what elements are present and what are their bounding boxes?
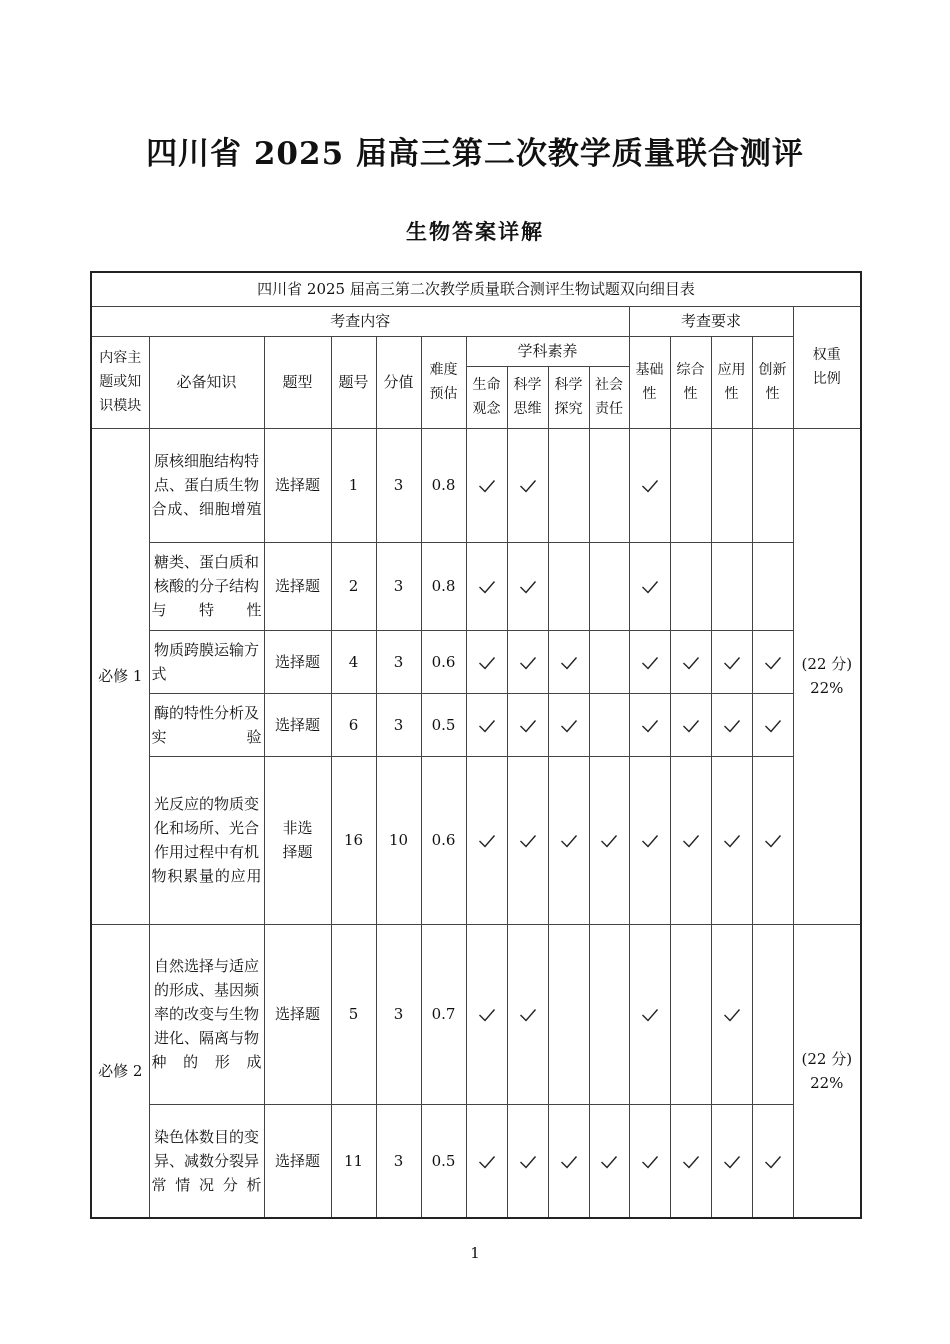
literacy-cell xyxy=(589,693,629,756)
requirement-cell xyxy=(711,1104,752,1218)
check-icon xyxy=(764,719,782,733)
page-title: 四川省 2025 届高三第二次教学质量联合测评 xyxy=(146,136,804,172)
literacy-cell xyxy=(589,542,629,630)
weight-cell xyxy=(793,428,861,924)
check-icon xyxy=(723,719,741,733)
group-header-requirement: 考查要求 xyxy=(629,306,793,336)
check-icon xyxy=(723,1155,741,1169)
check-icon xyxy=(641,656,659,670)
requirement-header-text: 创新性 xyxy=(758,362,787,402)
type-cell: 选择题 xyxy=(264,542,331,630)
requirement-cell xyxy=(629,756,670,924)
knowledge-cell: 光反应的物质变化和场所、光合作用过程中有机物积累量的应用 xyxy=(149,756,264,924)
requirement-header-text: 综合性 xyxy=(676,362,705,402)
check-icon xyxy=(560,834,578,848)
literacy-cell xyxy=(507,542,548,630)
check-icon xyxy=(723,834,741,848)
literacy-cell xyxy=(507,924,548,1104)
knowledge-cell: 物质跨膜运输方式 xyxy=(149,630,264,693)
literacy-header-text: 社会责任 xyxy=(595,377,623,417)
check-icon xyxy=(560,719,578,733)
literacy-cell xyxy=(466,428,507,542)
check-icon xyxy=(723,656,741,670)
difficulty-cell: 0.6 xyxy=(421,630,466,693)
requirement-cell xyxy=(752,693,793,756)
literacy-cell xyxy=(548,693,589,756)
difficulty-cell: 0.5 xyxy=(421,693,466,756)
table-row xyxy=(91,693,861,756)
number-header: 题号 xyxy=(331,336,376,428)
requirement-cell xyxy=(711,756,752,924)
literacy-cell xyxy=(548,542,589,630)
literacy-header-1 xyxy=(507,366,548,428)
score-cell: 3 xyxy=(376,428,421,542)
table-row xyxy=(91,542,861,630)
literacy-cell xyxy=(507,693,548,756)
requirement-cell xyxy=(670,542,711,630)
requirement-cell xyxy=(670,693,711,756)
weight-percent: 22% xyxy=(810,1073,844,1092)
requirement-cell xyxy=(752,1104,793,1218)
literacy-cell xyxy=(548,924,589,1104)
score-cell: 3 xyxy=(376,542,421,630)
table-row xyxy=(91,630,861,693)
literacy-cell xyxy=(466,542,507,630)
literacy-header-text: 科学思维 xyxy=(513,377,542,417)
difficulty-cell: 0.8 xyxy=(421,428,466,542)
check-icon xyxy=(478,834,496,848)
module-header-text: 内容主题或知识模块 xyxy=(99,350,142,414)
check-icon xyxy=(478,1008,496,1022)
requirement-header-text: 基础性 xyxy=(635,362,664,402)
requirement-cell xyxy=(711,630,752,693)
type-cell: 选择题 xyxy=(264,428,331,542)
check-icon xyxy=(641,719,659,733)
check-icon xyxy=(519,656,537,670)
check-icon xyxy=(764,656,782,670)
difficulty-cell: 0.7 xyxy=(421,924,466,1104)
number-cell: 1 xyxy=(331,428,376,542)
requirement-cell xyxy=(670,630,711,693)
knowledge-cell: 自然选择与适应的形成、基因频率的改变与生物进化、隔离与物种的形成 xyxy=(149,924,264,1104)
literacy-cell xyxy=(507,756,548,924)
check-icon xyxy=(600,834,618,848)
score-cell: 3 xyxy=(376,924,421,1104)
literacy-cell xyxy=(589,924,629,1104)
check-icon xyxy=(560,656,578,670)
literacy-header-2 xyxy=(548,366,589,428)
check-icon xyxy=(478,479,496,493)
type-cell: 选择题 xyxy=(264,924,331,1104)
module-header xyxy=(91,336,149,428)
score-header: 分值 xyxy=(376,336,421,428)
knowledge-cell: 酶的特性分析及实验 xyxy=(149,693,264,756)
literacy-cell xyxy=(548,630,589,693)
requirement-cell xyxy=(629,428,670,542)
type-cell: 选择题 xyxy=(264,693,331,756)
requirement-cell xyxy=(670,756,711,924)
requirement-cell xyxy=(629,924,670,1104)
type-cell: 选择题 xyxy=(264,1104,331,1218)
check-icon xyxy=(723,1008,741,1022)
requirement-cell xyxy=(670,924,711,1104)
literacy-cell xyxy=(466,1104,507,1218)
weight-header xyxy=(793,306,861,428)
literacy-header-text: 生命观念 xyxy=(472,377,501,417)
number-cell: 2 xyxy=(331,542,376,630)
check-icon xyxy=(641,479,659,493)
table-row xyxy=(91,1104,861,1218)
check-icon xyxy=(682,1155,700,1169)
check-icon xyxy=(641,834,659,848)
requirement-header-1 xyxy=(670,336,711,428)
literacy-cell xyxy=(589,428,629,542)
requirement-cell xyxy=(670,1104,711,1218)
check-icon xyxy=(764,1155,782,1169)
weight-percent: 22% xyxy=(810,679,844,697)
check-icon xyxy=(519,719,537,733)
number-cell: 16 xyxy=(331,756,376,924)
literacy-cell xyxy=(466,756,507,924)
difficulty-cell: 0.6 xyxy=(421,756,466,924)
difficulty-header-text: 难度预估 xyxy=(429,362,458,402)
number-cell: 5 xyxy=(331,924,376,1104)
number-cell: 6 xyxy=(331,693,376,756)
table-row xyxy=(91,428,861,542)
weight-cell xyxy=(793,924,861,1218)
check-icon xyxy=(519,479,537,493)
check-icon xyxy=(519,834,537,848)
score-cell: 3 xyxy=(376,630,421,693)
score-cell: 3 xyxy=(376,693,421,756)
requirement-cell xyxy=(752,924,793,1104)
requirement-header-3 xyxy=(752,336,793,428)
type-cell: 非选择题 xyxy=(264,756,331,924)
check-icon xyxy=(682,719,700,733)
literacy-cell xyxy=(507,1104,548,1218)
check-icon xyxy=(600,1155,618,1169)
literacy-cell xyxy=(548,756,589,924)
type-header: 题型 xyxy=(264,336,331,428)
table-caption: 四川省 2025 届高三第二次教学质量联合测评生物试题双向细目表 xyxy=(91,272,861,306)
module-cell: 必修 1 xyxy=(91,428,149,924)
module-cell: 必修 2 xyxy=(91,924,149,1218)
literacy-cell xyxy=(589,1104,629,1218)
check-icon xyxy=(519,1155,537,1169)
type-cell: 选择题 xyxy=(264,630,331,693)
literacy-cell xyxy=(548,1104,589,1218)
literacy-cell xyxy=(466,924,507,1104)
requirement-cell xyxy=(711,428,752,542)
literacy-group-header: 学科素养 xyxy=(466,336,629,366)
requirement-header-text: 应用性 xyxy=(717,362,746,402)
difficulty-header xyxy=(421,336,466,428)
requirement-cell xyxy=(629,630,670,693)
requirement-cell xyxy=(752,428,793,542)
score-cell: 10 xyxy=(376,756,421,924)
requirement-cell xyxy=(629,542,670,630)
requirement-header-2 xyxy=(711,336,752,428)
requirement-cell xyxy=(629,1104,670,1218)
literacy-header-text: 科学探究 xyxy=(554,377,583,417)
literacy-cell xyxy=(507,428,548,542)
difficulty-cell: 0.5 xyxy=(421,1104,466,1218)
literacy-cell xyxy=(507,630,548,693)
knowledge-cell: 糖类、蛋白质和核酸的分子结构与特性 xyxy=(149,542,264,630)
requirement-cell xyxy=(670,428,711,542)
requirement-header-0 xyxy=(629,336,670,428)
table-row xyxy=(91,756,861,924)
check-icon xyxy=(682,834,700,848)
requirement-cell xyxy=(752,542,793,630)
literacy-cell xyxy=(466,630,507,693)
requirement-cell xyxy=(711,693,752,756)
check-icon xyxy=(519,580,537,594)
knowledge-cell: 染色体数目的变异、减数分裂异常情况分析 xyxy=(149,1104,264,1218)
literacy-header-3 xyxy=(589,366,629,428)
check-icon xyxy=(682,656,700,670)
check-icon xyxy=(478,719,496,733)
check-icon xyxy=(764,834,782,848)
requirement-cell xyxy=(711,924,752,1104)
weight-header-text: 权重比例 xyxy=(812,347,841,387)
group-header-content: 考查内容 xyxy=(91,306,629,336)
requirement-cell xyxy=(629,693,670,756)
number-cell: 11 xyxy=(331,1104,376,1218)
page-number: 1 xyxy=(470,1244,480,1262)
page-subtitle: 生物答案详解 xyxy=(406,220,544,244)
check-icon xyxy=(641,580,659,594)
literacy-cell xyxy=(466,693,507,756)
requirement-cell xyxy=(752,630,793,693)
weight-score: (22 分) xyxy=(801,655,853,673)
score-cell: 3 xyxy=(376,1104,421,1218)
requirement-cell xyxy=(711,542,752,630)
check-icon xyxy=(641,1008,659,1022)
difficulty-cell: 0.8 xyxy=(421,542,466,630)
weight-score: (22 分) xyxy=(801,1049,853,1068)
literacy-cell xyxy=(589,630,629,693)
check-icon xyxy=(641,1155,659,1169)
number-cell: 4 xyxy=(331,630,376,693)
requirement-cell xyxy=(752,756,793,924)
check-icon xyxy=(478,656,496,670)
check-icon xyxy=(560,1155,578,1169)
check-icon xyxy=(478,580,496,594)
literacy-header-0 xyxy=(466,366,507,428)
check-icon xyxy=(478,1155,496,1169)
literacy-cell xyxy=(548,428,589,542)
knowledge-header: 必备知识 xyxy=(149,336,264,428)
knowledge-cell: 原核细胞结构特点、蛋白质生物合成、细胞增殖 xyxy=(149,428,264,542)
table-row xyxy=(91,924,861,1104)
check-icon xyxy=(519,1008,537,1022)
specification-table xyxy=(90,271,862,1219)
literacy-cell xyxy=(589,756,629,924)
